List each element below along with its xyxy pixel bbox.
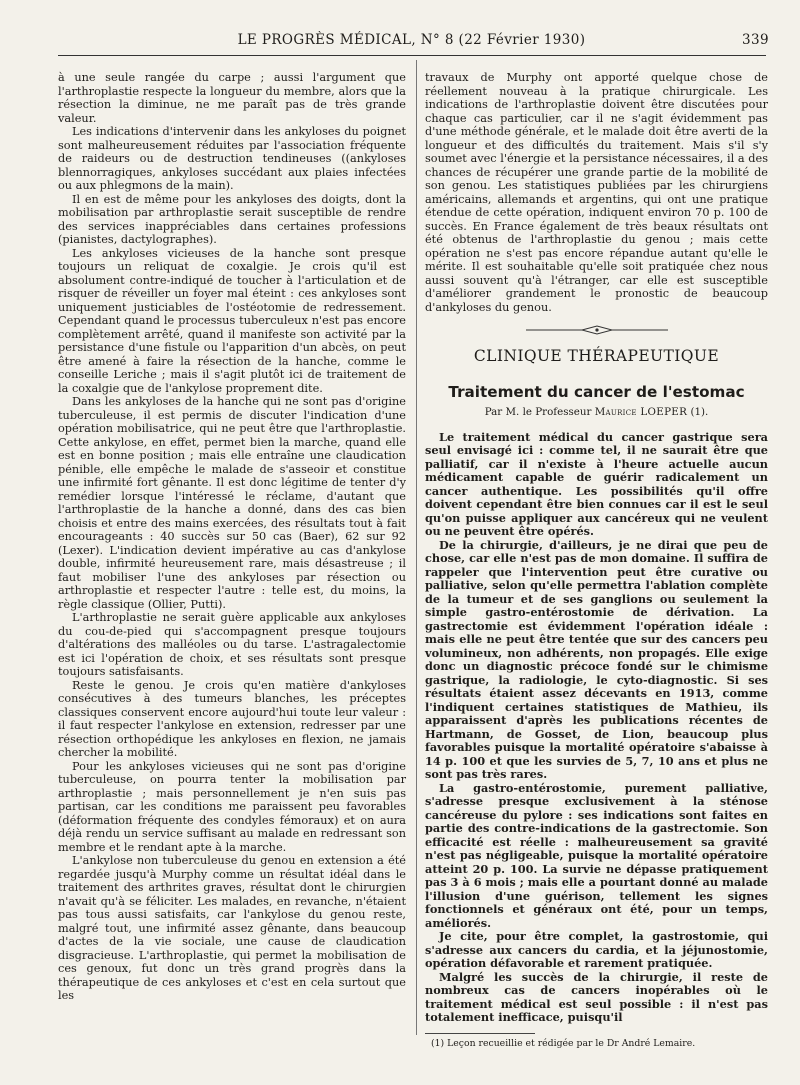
section-heading: CLINIQUE THÉRAPEUTIQUE: [473, 347, 720, 365]
left-column: [58, 71, 406, 1003]
footnote-rule: [425, 1033, 535, 1034]
journal-title: LE PROGRÈS MÉDICAL, N° 8 (22 Février 1930): [237, 32, 586, 48]
article-title: Traitement du cancer de l'estomac: [448, 382, 745, 401]
paragraph: Pour les ankyloses vicieuses qui ne sont pas d'origine tuberculeuse, on pourra tenter la mobilisation par arthroplastie ; mais personnellement je n'en suis pas partisan, car les conditions me paraissent peu favorables (déformation fréquente des condyles fémoraux) et on aura déjà rendu un service suffisant au malade en redressant son membre et le rendant apte à la marche.: [58, 759, 406, 854]
paragraph: Il en est de même pour les ankyloses des doigts, dont la mobilisation par arthroplastie serait susceptible de rendre des services inappréciables dans certaines professions (pianistes, dactylographes).: [58, 192, 406, 246]
paragraph: De la chirurgie, d'ailleurs, je ne dirai que peu de chose, car elle n'est pas de mon domaine. Il suffira de rappeler que l'intervention peut être curative ou palliative, selon qu'elle permettra l'ablation complète de la tumeur et de ses ganglions ou seulement la simple gastro-entérostomie de dérivation. La gastrectomie est évidemment l'opération idéale : mais elle ne peut être tentée que sur des cancers peu volumineux, non adhérents, non propagés. Elle exige donc un diagnostic précoce fondé sur le chimisme gastrique, la radiologie, le cyto-diagnostic. Si ses résultats étaient assez décevants en 1913, comme l'indiquent certaines statistiques de Mathieu, ils apparaissent d'après les publications récentes de Hartmann, de Gosset, de Lion, beaucoup plus favorables puisque la mortalité opératoire s'abaisse à 14 p. 100 et que les survies de 5, 7, 10 ans et plus ne sont pas très rares.: [425, 537, 768, 781]
paragraph-continuation: travaux de Murphy ont apporté quelque chose de réellement nouveau à la pratique chirurgicale. Les indications de l'arthroplastie doivent être discutées pour chaque cas particulier, car il ne s'agit évidemment pas d'une méthode générale, et le malade doit être averti de la longueur et des difficultés du traitement. Mais s'il s'y soumet avec l'énergie et la persistance nécessaires, il a des chances de récupérer une grande partie de la mobilité de son genou. Les statistiques publiées par les chirurgiens américains, allemands et argentins, qui ont une pratique étendue de cette opération, indiquent environ 70 p. 100 de succès. En France également de très beaux résultats ont été obtenus de l'arthroplastie du genou ; mais cette opération ne s'est pas encore répandue autant qu'elle le mérite. Il est souhaitable qu'elle soit pratiquée chez nous aussi souvent qu'à l'étranger, car elle est susceptible d'améliorer grandement le pronostic de beaucoup d'ankyloses du genou.: [425, 71, 768, 314]
footnote: (1) Leçon recueillie et rédigée par le Dr André Lemaire.: [431, 1037, 696, 1049]
right-column: [425, 71, 768, 1050]
paragraph: L'arthroplastie ne serait guère applicable aux ankyloses du cou-de-pied qui s'accompagnent presque toujours d'altérations des malléoles ou du tarse. L'astragalectomie est ici l'opération de choix, et ses résultats sont presque toujours satisfaisants.: [58, 611, 406, 678]
paragraph: à une seule rangée du carpe ; aussi l'argument que l'arthroplastie respecte la longueur du membre, alors que la résection la diminue, ne me paraît pas de très grande valeur.: [58, 71, 406, 125]
paragraph: Reste le genou. Je crois qu'en matière d'ankyloses consécutives à des tumeurs blanches, les préceptes classiques conservent encore aujourd'hui toute leur valeur : il faut respecter l'ankylose en extension, redresser par une résection orthopédique les ankyloses en flexion, ne jamais chercher la mobilité.: [58, 678, 406, 759]
ornament-divider: [425, 324, 768, 338]
paragraph: L'ankylose non tuberculeuse du genou en extension a été regardée jusqu'à Murphy comme un résultat idéal dans le traitement des arthrites graves, résultat dont le chirurgien n'avait qu'à se féliciter. Les malades, en revanche, n'étaient pas tous aussi satisfaits, car l'ankylose du genou reste, malgré tout, une infirmité assez gênante, dans beaucoup d'actes de la vie sociale, une cause de claudication disgracieuse. L'arthroplastie, qui permet la mobilisation de ces genoux, fut donc un très grand progrès dans la thérapeutique de ces ankyloses et c'est en cela surtout que les: [58, 854, 406, 1002]
paragraph: Dans les ankyloses de la hanche qui ne sont pas d'origine tuberculeuse, il est permis de discuter l'indication d'une opération mobilisatrice, qui ne peut être que l'arthroplastie. Cette ankylose, en effet, permet bien la marche, quand elle est en bonne position ; mais elle entraîne une claudication pénible, elle empêche le malade de s'asseoir et constitue une infirmité fort gênante. Il est donc légitime de tenter d'y remédier lorsque l'intéressé le réclame, d'autant que l'arthroplastie de la hanche a donné, dans des cas bien choisis et entre des mains exercées, des résultats tout à fait encourageants : 40 succès sur 50 cas (Baer), 62 sur 92 (Lexer). L'indication devient impérative au cas d'ankylose double, infirmité heureusement rare, mais désastreuse ; il faut mobiliser l'une des ankyloses par résection ou arthroplastie et respecter l'autre : telle est, du moins, la règle classique (Ollier, Putti).: [58, 395, 406, 611]
paragraph: Malgré les succès de la chirurgie, il reste de nombreux cas de cancers inopérables où le traitement médical est seul possible : il n'est pas totalement inefficace, puisqu'il: [425, 969, 768, 1024]
paragraph: Je cite, pour être complet, la gastrostomie, qui s'adresse aux cancers du cardia, et la jéjunostomie, opération défavorable et rarement pratiquée.: [425, 929, 768, 970]
column-divider: [416, 60, 417, 1035]
byline: [425, 406, 768, 420]
header-rule: [58, 55, 766, 56]
byline-author: Maurice LOEPER: [594, 406, 688, 418]
paragraph: Les indications d'intervenir dans les ankyloses du poignet sont malheureusement réduites par l'association fréquente de raideurs ou de destruction tendineuses ((ankyloses blennorragiques, ankyloses succédant aux plaies infectées ou aux phlegmons de la main).: [58, 125, 406, 192]
ornament-rule-icon: [522, 324, 672, 336]
running-header: [54, 32, 769, 52]
paragraph: La gastro-entérostomie, purement palliative, s'adresse presque exclusivement à la sténose cancéreuse du pylore : ses indications sont faites en partie des contre-indications de la gastrectomie. Son efficacité est réelle : malheureusement sa gravité n'est pas négligeable, puisque la mortalité opératoire atteint 20 p. 100. La survie ne dépasse pratiquement pas 3 à 6 mois ; mais elle a pourtant donné au malade l'illusion d'une guérison, tellement les signes fonctionnels et généraux ont été, pour un temps, améliorés.: [425, 780, 768, 930]
byline-prefix: Par M. le Professeur: [484, 406, 592, 418]
paragraph: Le traitement médical du cancer gastrique sera seul envisagé ici : comme tel, il ne saurait être que palliatif, car il n'existe à l'heure actuelle aucun médicament capable de guérir radicalement un cancer authentique. Les possibilités qu'il offre doivent cependant être bien connues car il est le seul qu'on puisse appliquer aux cancéreux qui ne veulent ou ne peuvent être opérés.: [425, 429, 768, 538]
paragraph: Les ankyloses vicieuses de la hanche sont presque toujours un reliquat de coxalgie. Je crois qu'il est absolument contre-indiqué de toucher à l'articulation et de risquer de réveiller un foyer mal éteint : ces ankyloses sont uniquement justiciables de l'ostéotomie de redressement. Cependant quand le processus tuberculeux n'est pas encore complètement arrêté, quand il manifeste son activité par la persistance d'une fistule ou l'apparition d'un abcès, on peut être amené à faire la résection de la hanche, comme le conseille Leriche ; mais il s'agit plutôt ici de traitement de la coxalgie que de l'ankylose proprement dite.: [58, 246, 406, 395]
footnote-marker: (1).: [690, 406, 709, 418]
page-number: 339: [742, 32, 769, 48]
